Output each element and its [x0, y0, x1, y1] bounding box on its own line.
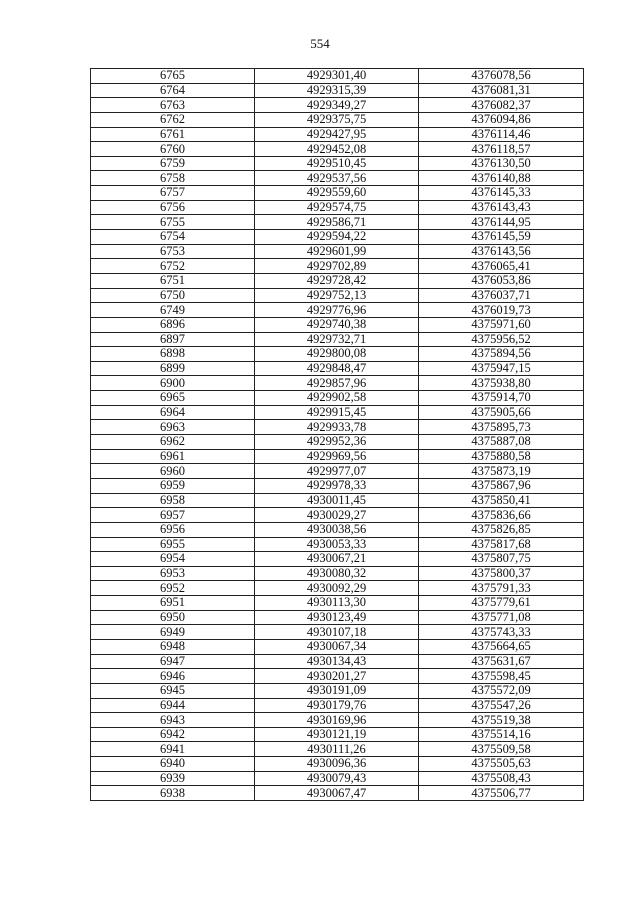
x-coordinate-cell: 4930067,21	[255, 552, 419, 567]
y-coordinate-cell: 4375664,65	[419, 639, 584, 654]
point-number-cell: 6953	[91, 566, 255, 581]
point-number-cell: 6749	[91, 303, 255, 318]
y-coordinate-cell: 4375873,19	[419, 464, 584, 479]
table-row	[91, 127, 584, 142]
table-row	[91, 230, 584, 245]
table-row	[91, 786, 584, 801]
x-coordinate-cell: 4929800,08	[255, 347, 419, 362]
y-coordinate-cell: 4376037,71	[419, 288, 584, 303]
x-coordinate-cell: 4929977,07	[255, 464, 419, 479]
x-coordinate-cell: 4929452,08	[255, 142, 419, 157]
point-number-cell: 6896	[91, 317, 255, 332]
point-number-cell: 6963	[91, 420, 255, 435]
x-coordinate-cell: 4930011,45	[255, 493, 419, 508]
point-number-cell: 6943	[91, 713, 255, 728]
x-coordinate-cell: 4929537,56	[255, 171, 419, 186]
x-coordinate-cell: 4929375,75	[255, 112, 419, 127]
point-number-cell: 6938	[91, 786, 255, 801]
table-row	[91, 244, 584, 259]
y-coordinate-cell: 4375807,75	[419, 552, 584, 567]
table-row	[91, 332, 584, 347]
point-number-cell: 6955	[91, 537, 255, 552]
x-coordinate-cell: 4930038,56	[255, 522, 419, 537]
y-coordinate-cell: 4376065,41	[419, 259, 584, 274]
x-coordinate-cell: 4930169,96	[255, 713, 419, 728]
table-row	[91, 727, 584, 742]
x-coordinate-cell: 4929952,36	[255, 435, 419, 450]
y-coordinate-cell: 4375905,66	[419, 405, 584, 420]
y-coordinate-cell: 4375505,63	[419, 757, 584, 772]
point-number-cell: 6754	[91, 230, 255, 245]
y-coordinate-cell: 4376118,57	[419, 142, 584, 157]
table-row	[91, 347, 584, 362]
point-number-cell: 6945	[91, 683, 255, 698]
y-coordinate-cell: 4375947,15	[419, 361, 584, 376]
x-coordinate-cell: 4930113,30	[255, 596, 419, 611]
table-row	[91, 317, 584, 332]
table-row	[91, 654, 584, 669]
y-coordinate-cell: 4375826,85	[419, 522, 584, 537]
table-row	[91, 273, 584, 288]
y-coordinate-cell: 4375791,33	[419, 581, 584, 596]
point-number-cell: 6964	[91, 405, 255, 420]
table-row	[91, 259, 584, 274]
point-number-cell: 6948	[91, 639, 255, 654]
table-row	[91, 596, 584, 611]
coordinates-table-body	[91, 69, 584, 801]
point-number-cell: 6751	[91, 273, 255, 288]
point-number-cell: 6951	[91, 596, 255, 611]
y-coordinate-cell: 4375867,96	[419, 478, 584, 493]
x-coordinate-cell: 4930079,43	[255, 771, 419, 786]
table-row	[91, 478, 584, 493]
table-row	[91, 757, 584, 772]
point-number-cell: 6753	[91, 244, 255, 259]
y-coordinate-cell: 4375779,61	[419, 596, 584, 611]
table-row	[91, 493, 584, 508]
point-number-cell: 6761	[91, 127, 255, 142]
x-coordinate-cell: 4929574,75	[255, 200, 419, 215]
x-coordinate-cell: 4929510,45	[255, 156, 419, 171]
point-number-cell: 6952	[91, 581, 255, 596]
table-row	[91, 449, 584, 464]
y-coordinate-cell: 4375771,08	[419, 610, 584, 625]
point-number-cell: 6900	[91, 376, 255, 391]
x-coordinate-cell: 4930092,29	[255, 581, 419, 596]
y-coordinate-cell: 4376094,86	[419, 112, 584, 127]
point-number-cell: 6765	[91, 69, 255, 84]
table-row	[91, 186, 584, 201]
table-row	[91, 566, 584, 581]
table-row	[91, 83, 584, 98]
y-coordinate-cell: 4375631,67	[419, 654, 584, 669]
x-coordinate-cell: 4929933,78	[255, 420, 419, 435]
table-row	[91, 669, 584, 684]
y-coordinate-cell: 4375880,58	[419, 449, 584, 464]
y-coordinate-cell: 4375817,68	[419, 537, 584, 552]
y-coordinate-cell: 4376082,37	[419, 98, 584, 113]
table-row	[91, 464, 584, 479]
page-number: 554	[310, 36, 330, 51]
y-coordinate-cell: 4376143,43	[419, 200, 584, 215]
x-coordinate-cell: 4929559,60	[255, 186, 419, 201]
x-coordinate-cell: 4930029,27	[255, 508, 419, 523]
x-coordinate-cell: 4929732,71	[255, 332, 419, 347]
x-coordinate-cell: 4929969,56	[255, 449, 419, 464]
y-coordinate-cell: 4375887,08	[419, 435, 584, 450]
point-number-cell: 6756	[91, 200, 255, 215]
x-coordinate-cell: 4929594,22	[255, 230, 419, 245]
point-number-cell: 6956	[91, 522, 255, 537]
table-row	[91, 69, 584, 84]
table-row	[91, 581, 584, 596]
table-row	[91, 771, 584, 786]
point-number-cell: 6942	[91, 727, 255, 742]
x-coordinate-cell: 4929349,27	[255, 98, 419, 113]
x-coordinate-cell: 4930067,34	[255, 639, 419, 654]
y-coordinate-cell: 4375938,80	[419, 376, 584, 391]
y-coordinate-cell: 4375743,33	[419, 625, 584, 640]
point-number-cell: 6757	[91, 186, 255, 201]
point-number-cell: 6939	[91, 771, 255, 786]
y-coordinate-cell: 4376081,31	[419, 83, 584, 98]
table-row	[91, 405, 584, 420]
point-number-cell: 6965	[91, 391, 255, 406]
point-number-cell: 6946	[91, 669, 255, 684]
y-coordinate-cell: 4375971,60	[419, 317, 584, 332]
table-row	[91, 420, 584, 435]
y-coordinate-cell: 4375572,09	[419, 683, 584, 698]
x-coordinate-cell: 4930096,36	[255, 757, 419, 772]
table-row	[91, 376, 584, 391]
x-coordinate-cell: 4930053,33	[255, 537, 419, 552]
table-row	[91, 639, 584, 654]
y-coordinate-cell: 4376130,50	[419, 156, 584, 171]
table-row	[91, 625, 584, 640]
table-row	[91, 698, 584, 713]
point-number-cell: 6961	[91, 449, 255, 464]
y-coordinate-cell: 4375956,52	[419, 332, 584, 347]
x-coordinate-cell: 4930121,19	[255, 727, 419, 742]
y-coordinate-cell: 4376145,33	[419, 186, 584, 201]
point-number-cell: 6759	[91, 156, 255, 171]
point-number-cell: 6764	[91, 83, 255, 98]
x-coordinate-cell: 4930080,32	[255, 566, 419, 581]
table-row	[91, 522, 584, 537]
x-coordinate-cell: 4929740,38	[255, 317, 419, 332]
point-number-cell: 6752	[91, 259, 255, 274]
point-number-cell: 6940	[91, 757, 255, 772]
point-number-cell: 6957	[91, 508, 255, 523]
y-coordinate-cell: 4376078,56	[419, 69, 584, 84]
point-number-cell: 6941	[91, 742, 255, 757]
table-row	[91, 200, 584, 215]
y-coordinate-cell: 4375836,66	[419, 508, 584, 523]
y-coordinate-cell: 4376114,46	[419, 127, 584, 142]
x-coordinate-cell: 4929902,58	[255, 391, 419, 406]
point-number-cell: 6763	[91, 98, 255, 113]
y-coordinate-cell: 4375914,70	[419, 391, 584, 406]
x-coordinate-cell: 4929848,47	[255, 361, 419, 376]
x-coordinate-cell: 4929857,96	[255, 376, 419, 391]
table-row	[91, 552, 584, 567]
table-row	[91, 215, 584, 230]
table-row	[91, 142, 584, 157]
table-row	[91, 610, 584, 625]
coordinates-table	[90, 68, 584, 801]
y-coordinate-cell: 4375895,73	[419, 420, 584, 435]
table-row	[91, 435, 584, 450]
x-coordinate-cell: 4930191,09	[255, 683, 419, 698]
point-number-cell: 6944	[91, 698, 255, 713]
table-row	[91, 742, 584, 757]
point-number-cell: 6762	[91, 112, 255, 127]
x-coordinate-cell: 4930111,26	[255, 742, 419, 757]
y-coordinate-cell: 4375519,38	[419, 713, 584, 728]
y-coordinate-cell: 4375506,77	[419, 786, 584, 801]
x-coordinate-cell: 4930179,76	[255, 698, 419, 713]
x-coordinate-cell: 4929702,89	[255, 259, 419, 274]
table-row	[91, 98, 584, 113]
y-coordinate-cell: 4376145,59	[419, 230, 584, 245]
x-coordinate-cell: 4929752,13	[255, 288, 419, 303]
point-number-cell: 6760	[91, 142, 255, 157]
x-coordinate-cell: 4930067,47	[255, 786, 419, 801]
y-coordinate-cell: 4375598,45	[419, 669, 584, 684]
x-coordinate-cell: 4930201,27	[255, 669, 419, 684]
x-coordinate-cell: 4929301,40	[255, 69, 419, 84]
point-number-cell: 6954	[91, 552, 255, 567]
x-coordinate-cell: 4930107,18	[255, 625, 419, 640]
y-coordinate-cell: 4375547,26	[419, 698, 584, 713]
point-number-cell: 6960	[91, 464, 255, 479]
point-number-cell: 6950	[91, 610, 255, 625]
x-coordinate-cell: 4929915,45	[255, 405, 419, 420]
x-coordinate-cell: 4930123,49	[255, 610, 419, 625]
table-row	[91, 156, 584, 171]
table-row	[91, 508, 584, 523]
x-coordinate-cell: 4929315,39	[255, 83, 419, 98]
y-coordinate-cell: 4375514,16	[419, 727, 584, 742]
table-row	[91, 288, 584, 303]
y-coordinate-cell: 4375508,43	[419, 771, 584, 786]
table-row	[91, 537, 584, 552]
point-number-cell: 6897	[91, 332, 255, 347]
table-row	[91, 112, 584, 127]
point-number-cell: 6758	[91, 171, 255, 186]
point-number-cell: 6959	[91, 478, 255, 493]
point-number-cell: 6899	[91, 361, 255, 376]
table-row	[91, 713, 584, 728]
x-coordinate-cell: 4929601,99	[255, 244, 419, 259]
y-coordinate-cell: 4376144,95	[419, 215, 584, 230]
y-coordinate-cell: 4376053,86	[419, 273, 584, 288]
y-coordinate-cell: 4376140,88	[419, 171, 584, 186]
y-coordinate-cell: 4375800,37	[419, 566, 584, 581]
x-coordinate-cell: 4929586,71	[255, 215, 419, 230]
point-number-cell: 6947	[91, 654, 255, 669]
x-coordinate-cell: 4929776,96	[255, 303, 419, 318]
y-coordinate-cell: 4376019,73	[419, 303, 584, 318]
point-number-cell: 6755	[91, 215, 255, 230]
table-row	[91, 361, 584, 376]
y-coordinate-cell: 4375509,58	[419, 742, 584, 757]
x-coordinate-cell: 4929728,42	[255, 273, 419, 288]
x-coordinate-cell: 4929978,33	[255, 478, 419, 493]
point-number-cell: 6962	[91, 435, 255, 450]
y-coordinate-cell: 4375850,41	[419, 493, 584, 508]
table-row	[91, 391, 584, 406]
y-coordinate-cell: 4375894,56	[419, 347, 584, 362]
point-number-cell: 6750	[91, 288, 255, 303]
table-row	[91, 303, 584, 318]
point-number-cell: 6949	[91, 625, 255, 640]
table-row	[91, 683, 584, 698]
x-coordinate-cell: 4929427,95	[255, 127, 419, 142]
table-row	[91, 171, 584, 186]
point-number-cell: 6898	[91, 347, 255, 362]
y-coordinate-cell: 4376143,56	[419, 244, 584, 259]
x-coordinate-cell: 4930134,43	[255, 654, 419, 669]
point-number-cell: 6958	[91, 493, 255, 508]
